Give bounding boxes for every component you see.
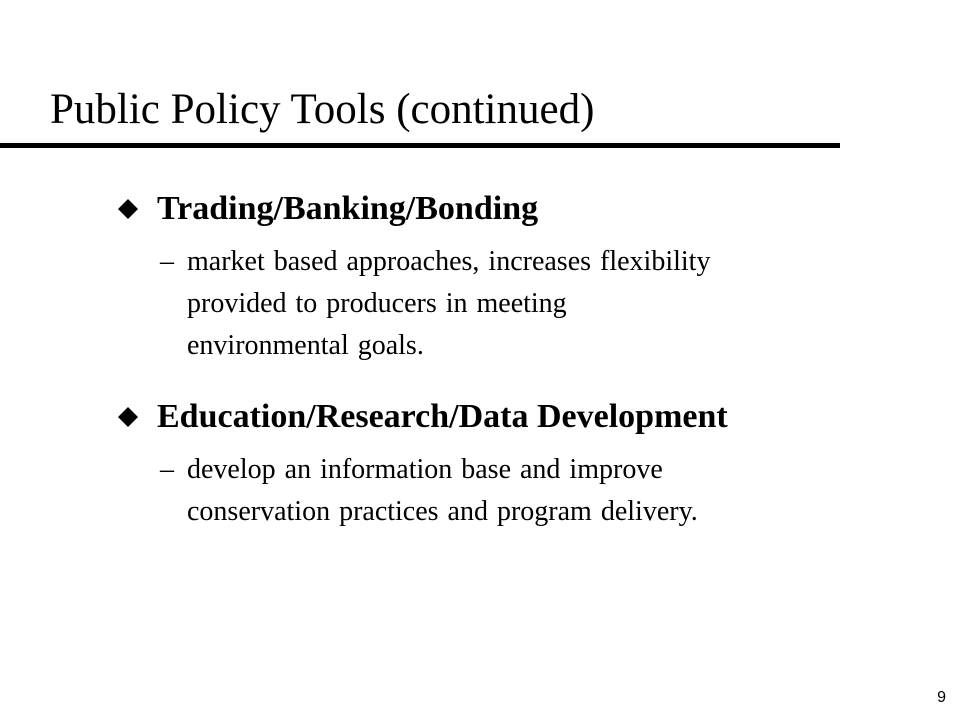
bullet-label: Education/Research/Data Development <box>157 398 728 435</box>
sub-bullet <box>118 241 918 367</box>
diamond-bullet-icon <box>118 407 138 427</box>
sub-bullet-line: develop an information base and improve <box>187 454 663 485</box>
sub-bullet <box>118 449 918 533</box>
sub-bullet-line: provided to producers in meeting <box>187 288 567 319</box>
bullet-item-trading <box>118 187 918 367</box>
page-number: 9 <box>937 689 946 706</box>
bullet-heading <box>118 395 918 439</box>
diamond-bullet-icon <box>118 199 138 219</box>
dash-marker: – <box>160 454 174 485</box>
sub-bullet-text <box>187 449 698 533</box>
sub-bullet-line: environmental goals. <box>187 330 424 361</box>
sub-bullet-line: market based approaches, increases flexibility <box>187 246 711 277</box>
sub-bullet-line: conservation practices and program delivery. <box>187 496 698 527</box>
bullet-item-education <box>118 395 918 533</box>
title-underline <box>0 143 840 148</box>
slide-title: Public Policy Tools (continued) <box>50 86 595 133</box>
sub-bullet-text <box>187 241 710 367</box>
dash-marker: – <box>160 246 174 277</box>
bullet-label: Trading/Banking/Bonding <box>157 190 539 227</box>
bullet-heading <box>118 187 918 231</box>
